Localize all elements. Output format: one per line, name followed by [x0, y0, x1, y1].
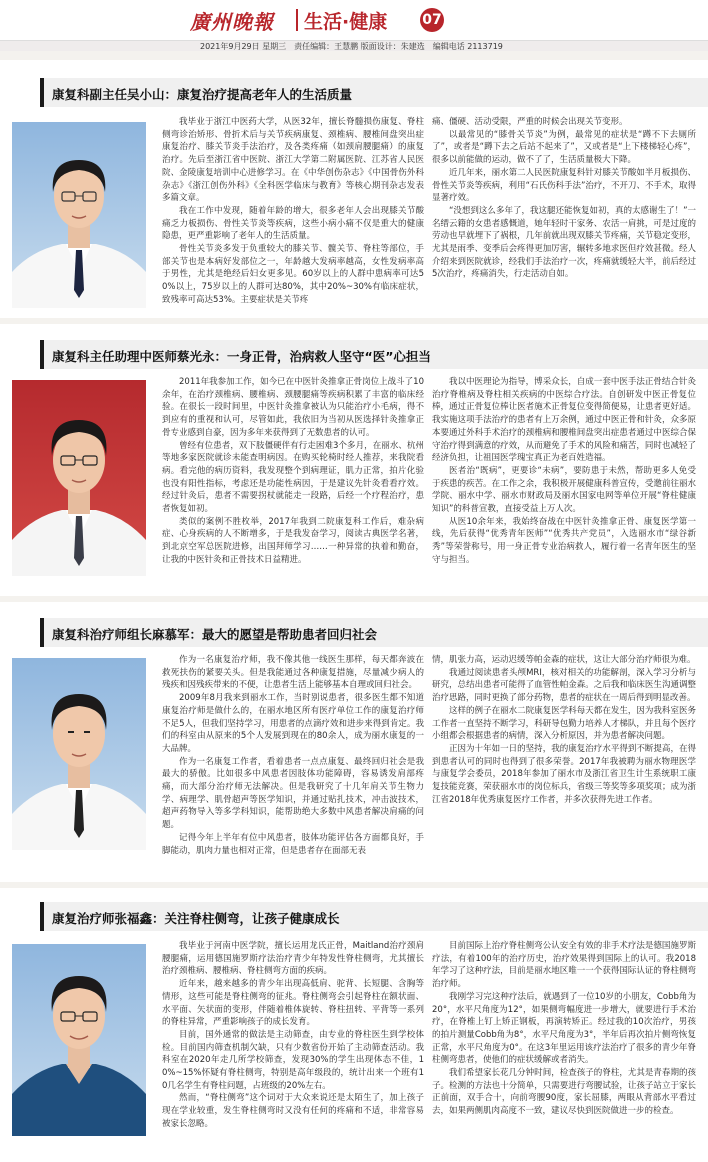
portrait-photo	[12, 944, 146, 1136]
article-header	[40, 902, 708, 931]
article-column-left	[162, 654, 424, 876]
article-paragraph: 我刚学习完这种疗法后，就遇到了一位10岁的小朋友，Cobb角为20°，水平尺角度为12°，如果侧弯幅度进一步增大，就要进行手术治疗，在脊椎上钉上矫正钢板，再演转矫正。经过我的10次治疗，男孩的拍片测量Cobb角为8°，水平尺角度为3°，半年后再次拍片侧弯恢复正常，水平尺角度为0°。在这3年里运用该疗法治疗了很多的青少年脊柱侧弯患者，使他们的症状缓解或者消失。	[432, 991, 696, 1066]
portrait-photo	[12, 122, 146, 308]
article-paragraph: 我们希望家长花几分钟时间，检查孩子的脊柱，尤其是青春期的孩子。检测的方法也十分简单，只需要进行弯腰试验，让孩子站立于家长正前面，双手合十，向前弯腰90度，家长屈膝，两眼从背部水平看过去，如果两侧肌肉高度不一致，建议尽快到医院做进一步的检查。	[432, 1068, 696, 1117]
article-title: 康复治疗师张福鑫：关注脊柱侧弯，让孩子健康成长	[52, 911, 340, 926]
portrait-photo	[12, 380, 146, 576]
article-title: 康复科副主任吴小山：康复治疗提高老年人的生活质量	[52, 87, 353, 102]
article-column-right	[432, 940, 696, 1158]
article-paragraph: 目前，国外通常的做法是主动筛查，由专业的脊柱医生到学校体检。目前国内筛查机制欠缺，只有少数省份开始了主动筛查活动。我科室在2020年走几所学校筛查，发现30%的学生出现体态不佳，10%~15%怀疑有脊柱侧弯，特别是高年级段的，统计出来一个班有10几名学生有脊柱问题，占班级的20%左右。	[162, 1029, 424, 1091]
article-section	[0, 602, 708, 882]
article-column-right	[432, 654, 696, 876]
article-column-right	[432, 116, 696, 310]
article-column-left	[162, 940, 424, 1158]
article-header	[40, 78, 708, 107]
article-paragraph: 医者治“既病”，更要诊“未病”，要防患于未然，帮助更多人免受于疾患的疾苦。在工作之余，我积极开展健康科普宣传，受邀前往丽水学院、丽水中学、丽水市财政局及丽水国家电网等单位开展“脊柱健康知识”的科普宣教，直接受益上万人次。	[432, 465, 696, 515]
article-column-left	[162, 376, 424, 588]
article-paragraph: 这样的例子在丽水二院康复医学科每天都在发生，因为我科室医务工作者一直坚持不断学习，科研导包勤力培养人才梯队，并且每个医疗小组都会根据患者的病情，深入分析原因，并为患者解决问题。	[432, 705, 696, 742]
article-paragraph: 曾经有位患者，双下肢僵硬伴有行走困难3个多月，在丽水、杭州等地多家医院就诊未能查明病因。在购买轮椅时经人推荐，来我院看病。看完他的病历资料，我发现整个到病理证，肌力正常，拍片化验也没有阳性指标，考虑还是功能性病因，于是建议先针灸看看疗效。经过针灸后，患者不需要拐杖就能走一段路，后经一个疗程治疗，患者恢复如初。	[162, 440, 424, 515]
article-paragraph: 2011年我参加工作，如今已在中医针灸推拿正骨岗位上战斗了10余年，在治疗颈椎病、腰椎病、颈腰腿痛等疾病积累了丰富的临床经验。在很长一段时间里，中医针灸推拿被认为只能治疗小毛病，得不到应有的重视和认可，尽管如此，我依旧为当初从医选择针灸推拿正骨专业感到自豪，因为多年来获得到了无数患者的认可。	[162, 377, 424, 438]
article-section	[0, 60, 708, 318]
article-paragraph: 骨性关节炎多发于负重较大的膝关节、髋关节、脊柱等部位，手部关节也是本病好发部位之一，年龄越大发病率越高，女性发病率高于男性，尤其是绝经后妇女更多见。60岁以上的人群中患病率可达50%以上，75岁以上的人群可达80%，其中20%~30%有临床症状，致残率可高达53%。主要症状是关节疼	[162, 244, 424, 305]
article-paragraph: 我毕业于浙江中医药大学，从医32年，擅长脊髓损伤康复、脊柱侧弯诊治矫形、骨折术后与关节疾病康复、颈椎病、腰椎间盘突出症康复治疗、膝关节炎手法治疗，及各类疼痛（如颈肩腰腿痛）的康复治疗。先后至浙江省中医院、浙江大学第二附属医院、江苏省人民医院、金陵康复培训中心进修学习。在《中华创伤杂志》《中国骨伤外科杂志》《浙江创伤外科》《全科医学临床与教育》等核心期刊杂志发表多篇文章。	[162, 117, 424, 204]
article-paragraph: 我以中医理论为指导，博采众长，自成一套中医手法正骨结合针灸治疗脊椎病及脊柱相关疾病的中医综合疗法。自创研发中医正骨复位棒，通过正骨复位棒让医者施术正骨复位变得简便易，让患者更好适。我实施这项手法治疗的患者有上万余例，通过中医正骨和针灸，众多原本要通过外科手术治疗的颈椎病和腰椎间盘突出症患者通过中医综合保守治疗得到满意的疗效，从而避免了手术的风险和痛苦，同时也减轻了经济负担，让祖国医学瑰宝真正为老百姓造福。	[432, 377, 696, 464]
article-paragraph: “没想到这么多年了，我这腿还能恢复如初，真的太感谢生了！”一名缙云籍的女患者感慨道，她年轻时干家务、农活一肩挑，可是过度的劳动也早就埋下了祸根，几年前就出现双膝关节疼痛，关节稳定变形，尤其是雨季、变季后会疼得更加厉害，辗转多地求医但疗效甚微。经人介绍来到医院就诊，经我们手法治疗一次，疼痛就缓轻大半，前后经过5次治疗，疼痛消失，行走活动自如。	[432, 205, 696, 280]
article-paragraph: 近几年来，丽水第二人民医院康复科针对膝关节酸如半月板损伤、骨性关节炎等疾病，利用“石氏伤科手法”治疗，不开刀、不手术，取得显著疗效。	[432, 167, 696, 204]
article-paragraph: 我通过阅读患者头颅MRI，核对相关的功能解剖，深入学习分析与研究，总结出患者可能得了血管性帕金森。之后我和临床医生沟通调整治疗思路，同时更换了部分药物，患者的症状在一周后得到明显改善。	[432, 667, 696, 704]
article-column-right	[432, 376, 696, 588]
article-section	[0, 324, 708, 596]
article-paragraph: 2009年8月我来到丽水工作，当时别说患者，很多医生都不知道康复治疗师是做什么的，在丽水地区所有医疗单位工作的康复治疗师不足5人，但我们坚持学习，用患者的点滴疗效和进步来得到肯定。我们的科室由从原来的5个人发展到现在的80余人，成为丽水康复的一大品牌。	[162, 693, 424, 754]
article-title: 康复科治疗师组长麻慕军：最大的愿望是帮助患者回归社会	[52, 627, 378, 642]
article-paragraph: 类似的案例不胜枚举，2017年我到二院康复科工作后，难杂病症、心身疾病的人不断增多，于是我发奋学习，阅读古典医学名著，到北京空军总医院进修，出国拜师学习……一种异常的执着和勤奋，让我的中医针灸和正骨技术日益精进。	[162, 516, 424, 565]
article-paragraph: 记得今年上半年有位中风患者，肢体功能评估各方面都良好，手脚能动，肌肉力量也相对正常，但是患者存在面部无表	[162, 832, 424, 856]
issue-info: 2021年9月29日 星期三 责任编辑：王慧鹏 版面设计：朱建选 编辑电话 2113719	[200, 42, 503, 51]
article-paragraph: 近年来，越来越多的青少年出现高低肩、驼背、长短腿、含胸等情形，这些可能是脊柱侧弯的征兆。脊柱侧弯会引起脊柱在额状面、水平面、矢状面的变形，伴随着椎体旋转、脊柱扭转、平背等一系列的脊柱异常，严重影响孩子的成长发育。	[162, 979, 424, 1028]
article-paragraph: 我在工作中发现，随着年龄的增大，很多老年人会出现膝关节酸痛乏力板损伤、骨性关节炎等疾病，这些小病小痛不仅是重大的健康隐患，更严重影响了老年人的生活质量。	[162, 205, 424, 242]
article-title: 康复科主任助理中医师蔡光永：一身正骨，治病救人坚守“医”心担当	[52, 349, 431, 364]
article-paragraph: 我毕业于河南中医学院，擅长运用龙氏正骨，Maitland治疗颈肩腰腿痛，运用德国施罗斯疗法治疗青少年特发性脊柱侧弯，尤其擅长治疗颈椎病、腰椎病、脊柱侧弯方面的疾病。	[162, 941, 424, 977]
article-paragraph: 作为一名康复工作者，看着患者一点点康复、最终回归社会是我最大的骄傲。比如很多中风患者因肢体功能障碍，容易诱发肩部疼痛，而大部分治疗师无法解决。但是我研究了十几年肩关节生物力学、病理学、肌骨超声等医学知识，并通过贴扎技术，冲击波技术，超声药物导入等多学科知识，能帮助绝大多数中风患者解决肩痛的问题。	[162, 756, 424, 831]
article-header	[40, 618, 708, 647]
newspaper-logo: 廣州晚報	[190, 10, 274, 34]
article-paragraph: 然而，“脊柱侧弯”这个词对于大众来说还是太陌生了，加上孩子现在学业较重，发生脊柱侧弯时又没有任何的疼痛和不适，非常容易被家长忽略。	[162, 1093, 424, 1129]
page-number: 07	[420, 8, 444, 32]
article-paragraph: 痛、僵硬、活动受限，严重的时候会出现关节变形。	[432, 117, 628, 127]
article-paragraph: 以最常见的“膝骨关节炎”为例，最常见的症状是“蹲不下去厕所了”，或者是“蹲下去之后站不起来了”，又或者是“上下楼梯轻心疼”，很多以前能做的运动，做不了了，生活质量极大下降。	[432, 129, 696, 166]
article-paragraph: 正因为十年如一日的坚持，我的康复治疗水平得到不断提高，在得到患者认可的同时也得到了很多荣誉。2017年我被聘为丽水物理医学与康复学会委员，2018年参加了丽水市及浙江省卫生计生系统职工康复技能竞赛，荣获丽水市的岗位标兵，省级三等奖等多项奖项；成为浙江省2018年优秀康复医疗工作者，并多次获得先进工作者。	[432, 743, 696, 805]
article-section	[0, 888, 708, 1162]
masthead	[0, 0, 708, 40]
article-paragraph: 情，肌张力高，运动迟缓等帕金森的症状，这让大部分治疗师很为难。	[432, 655, 696, 665]
article-paragraph: 作为一名康复治疗师，我不像其他一线医生那样，每天都奔波在救死扶伤的紧要关头。但是我能通过各种康复措施，尽量减少病人的残疾和因残疾带来的不便，让患者生活上能够基本自理或回归社会。	[162, 655, 424, 691]
portrait-photo	[12, 658, 146, 850]
article-column-left	[162, 116, 424, 310]
section-title: 生活·健康	[304, 11, 388, 33]
article-header	[40, 340, 708, 369]
article-paragraph: 从医10余年来，我始终奋战在中医针灸推拿正骨、康复医学第一线，先后获得“优秀青年医师”“优秀共产党员”，入选丽水市“绿谷新秀”等荣誉称号，用一身正骨专业治病救人，履行着一名青年医生的坚守与担当。	[432, 516, 696, 565]
masthead-divider	[296, 9, 298, 31]
article-paragraph: 目前国际上治疗脊柱侧弯公认安全有效的非手术疗法是德国施罗斯疗法，有着100年的治疗历史，治疗效果得到国际上的认可。我2018年学习了这种疗法，目前是丽水地区唯一一个获得国际认证的脊柱侧弯治疗师。	[432, 941, 696, 990]
